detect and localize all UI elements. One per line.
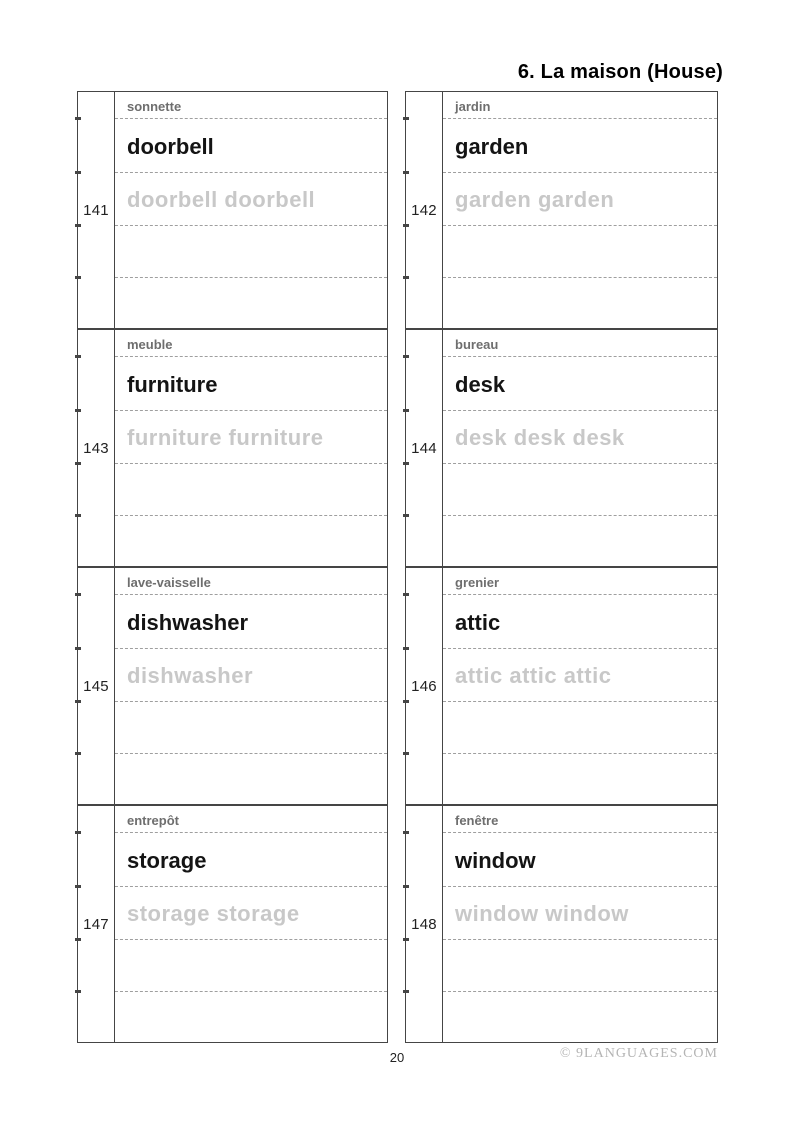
row-line-tick [403,171,409,174]
row-line-tick [403,117,409,120]
vocab-card [77,567,388,805]
practice-text: dishwasher [115,649,387,702]
card-number: 145 [78,568,115,804]
row-line-tick [403,752,409,755]
row-line-tick [75,593,81,596]
practice-text: attic attic attic [443,649,717,702]
english-word: dishwasher [115,595,387,649]
card-number: 142 [406,92,443,328]
card-content [115,92,387,328]
row-line-tick [75,355,81,358]
french-label: meuble [115,330,387,357]
row-line-tick [403,938,409,941]
write-line-1 [443,940,717,992]
french-label: sonnette [115,92,387,119]
row-line-tick [75,647,81,650]
french-label: entrepôt [115,806,387,833]
practice-text: window window [443,887,717,940]
write-line-1 [443,702,717,754]
row-line-tick [75,514,81,517]
english-word: doorbell [115,119,387,173]
card-number: 141 [78,92,115,328]
practice-text: garden garden [443,173,717,226]
vocab-card [405,805,718,1043]
card-number: 144 [406,330,443,566]
card-number: 143 [78,330,115,566]
card-content [115,806,387,1042]
card-content [443,92,717,328]
practice-text: desk desk desk [443,411,717,464]
vocab-card [77,91,388,329]
write-line-1 [443,464,717,516]
row-line-tick [403,514,409,517]
english-word: attic [443,595,717,649]
row-line-tick [403,885,409,888]
row-line-tick [75,171,81,174]
row-line-tick [403,276,409,279]
row-line-tick [403,409,409,412]
row-line-tick [75,462,81,465]
row-line-tick [75,224,81,227]
write-line-2 [115,992,387,1042]
row-line-tick [403,224,409,227]
page-title: 6. La maison (House) [517,61,723,83]
card-content [443,330,717,566]
footer-copyright: © 9LANGUAGES.COM [559,1046,718,1061]
write-line-1 [115,226,387,278]
row-line-tick [403,355,409,358]
card-content [115,330,387,566]
write-line-1 [443,226,717,278]
write-line-1 [115,940,387,992]
card-content [443,806,717,1042]
write-line-2 [443,992,717,1042]
english-word: desk [443,357,717,411]
vocab-card [77,805,388,1043]
practice-text: storage storage [115,887,387,940]
row-line-tick [75,700,81,703]
row-line-tick [403,647,409,650]
write-line-2 [443,278,717,328]
write-line-2 [443,754,717,804]
write-line-2 [443,516,717,566]
english-word: window [443,833,717,887]
french-label: bureau [443,330,717,357]
footer-page-number: 20 [389,1050,405,1065]
write-line-2 [115,516,387,566]
vocab-grid [77,91,718,1043]
row-line-tick [75,938,81,941]
write-line-2 [115,278,387,328]
write-line-2 [115,754,387,804]
row-line-tick [75,752,81,755]
french-label: fenêtre [443,806,717,833]
row-line-tick [75,276,81,279]
vocab-card [405,567,718,805]
write-line-1 [115,702,387,754]
row-line-tick [75,409,81,412]
row-line-tick [403,700,409,703]
row-line-tick [75,117,81,120]
row-line-tick [403,462,409,465]
row-line-tick [403,831,409,834]
practice-text: doorbell doorbell [115,173,387,226]
row-line-tick [75,831,81,834]
vocab-card [405,329,718,567]
row-line-tick [403,990,409,993]
vocab-card [77,329,388,567]
practice-text: furniture furniture [115,411,387,464]
french-label: lave-vaisselle [115,568,387,595]
card-number: 148 [406,806,443,1042]
vocab-card [405,91,718,329]
card-number: 146 [406,568,443,804]
english-word: garden [443,119,717,173]
card-number: 147 [78,806,115,1042]
french-label: grenier [443,568,717,595]
write-line-1 [115,464,387,516]
card-content [443,568,717,804]
english-word: furniture [115,357,387,411]
row-line-tick [403,593,409,596]
row-line-tick [75,990,81,993]
english-word: storage [115,833,387,887]
french-label: jardin [443,92,717,119]
row-line-tick [75,885,81,888]
card-content [115,568,387,804]
